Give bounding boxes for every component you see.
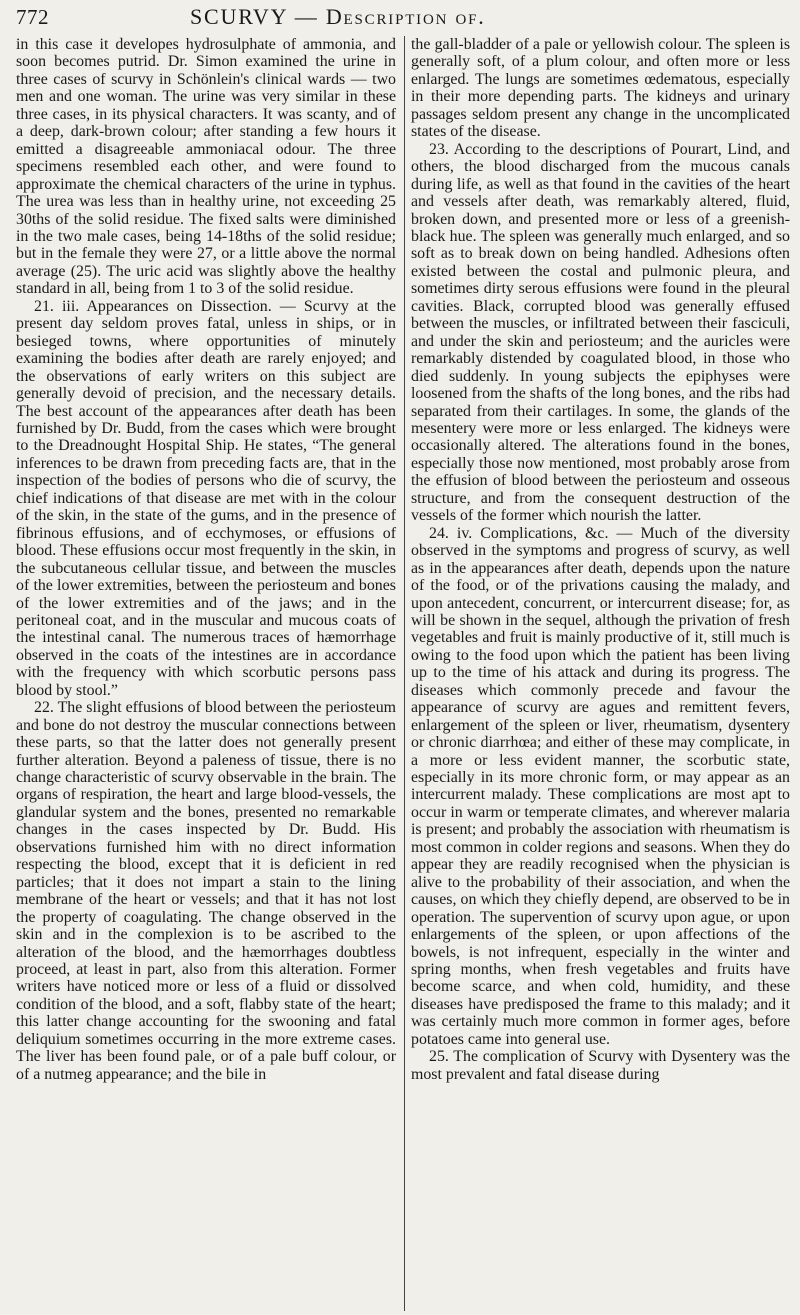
- text-columns: [16, 36, 790, 1311]
- page-number: 772: [16, 5, 49, 29]
- page-header: [16, 4, 784, 34]
- paragraph: in this case it developes hydrosulphate of ammonia, and soon becomes putrid. Dr. Simon examined the urine in three cases of scurvy in Schönlein's clinical wards — two men and one woman. The urine was very similar in these three cases, in its physical characters. It was scanty, and of a deep, dark-brown colour; after standing a few hours it emitted a disagreeable ammoniacal odour. The three specimens resembled each other, and were found to approximate the chemical characters of the urine in typhus. The urea was less than in healthy urine, not exceeding 25 30ths of the solid residue. The fixed salts were diminished in the two male cases, being 14-18ths of the solid residue; but in the female they were 27, or a little above the normal average (25). The uric acid was slightly above the healthy standard in all, being from 1 to 3 of the solid residue.: [16, 36, 396, 298]
- right-column: [411, 36, 790, 1311]
- paragraph: 25. The complication of Scurvy with Dysentery was the most prevalent and fatal disease during: [411, 1048, 790, 1083]
- running-head: SCURVY — Description of.: [190, 4, 486, 29]
- paragraph: 22. The slight effusions of blood between the periosteum and bone do not destroy the muscular connections between these parts, so that the latter does not generally present further alteration. Beyond a paleness of tissue, there is no change characteristic of scurvy observable in the brain. The organs of respiration, the heart and large blood-vessels, the glandular system and the bones, presented no remarkable changes in the cases inspected by Dr. Budd. His observations furnished him with no direct information respecting the blood, except that it is deficient in red particles; that it does not impart a stain to the lining membrane of the heart or vessels; and that it has not lost the property of coagulating. The change observed in the skin and in the complexion is to be ascribed to the alteration of the blood, and the hæmorrhages doubtless proceed, at least in part, also from this alteration. Former writers have noticed more or less of a fluid or dissolved condition of the blood, and a soft, flabby state of the heart; this latter change accounting for the swooning and fatal deliquium sometimes occurring in the more extreme cases. The liver has been found pale, or of a pale buff colour, or of a nutmeg appearance; and the bile in: [16, 699, 396, 1083]
- left-column: [16, 36, 405, 1311]
- paragraph: 23. According to the descriptions of Pourart, Lind, and others, the blood discharged from the mucous canals during life, as well as that found in the cavities of the heart and vessels after death, was remarkably altered, fluid, broken down, and presented more or less of a greenish-black hue. The spleen was generally much enlarged, and so soft as to break down on being handled. Adhesions often existed between the costal and pulmonic pleura, and sometimes dirty serous effusions were found in the pleural cavities. Black, corrupted blood was generally effused between the muscles, or infiltrated between their fasciculi, and under the skin and periosteum; and the auricles were remarkably distended by coagulated blood, in those who died suddenly. In young subjects the epiphyses were loosened from the shafts of the long bones, and the ribs had separated from their cartilages. In some, the glands of the mesentery were more or less enlarged. The kidneys were occasionally altered. The alterations found in the bones, especially those now mentioned, most probably arose from the effusion of blood between the periosteum and osseous structure, and from the consequent destruction of the vessels of the former which nourish the latter.: [411, 140, 790, 525]
- paragraph: the gall-bladder of a pale or yellowish colour. The spleen is generally soft, of a plum colour, and often more or less enlarged. The lungs are sometimes œdematous, especially in their more depending parts. The kidneys and urinary passages seldom present any change in the uncomplicated states of the disease.: [411, 36, 790, 141]
- paragraph: 24. iv. Complications, &c. — Much of the diversity observed in the symptoms and progress of scurvy, as well as in the appearances after death, depends upon the nature of the food, or of the privations causing the malady, and upon antecedent, concurrent, or intercurrent disease; for, as will be shown in the sequel, although the privation of fresh vegetables and fruit is mainly productive of it, still much is owing to the food upon which the patient has been living up to the time of his attack and during its progress. The diseases which commonly precede and favour the appearance of scurvy are agues and remittent fevers, enlargement of the spleen or liver, rheumatism, dysentery or chronic diarrhœa; and either of these may complicate, in a more or less evident manner, the scorbutic state, especially in its more chronic form, or may appear as an intercurrent malady. These complications are most apt to occur in warm or temperate climates, and wherever malaria is present; and probably the association with rheumatism is most common in colder regions and seasons. When they do appear they are readily recognised when the physician is alive to the probability of their association, and when the causes, on which they chiefly depend, are observed to be in operation. The supervention of scurvy upon ague, or upon enlargements of the spleen, or upon affections of the bowels, is not infrequent, especially in the winter and spring months, when fresh vegetables and fruits have become scarce, and when cold, humidity, and these diseases have predisposed the frame to this malady; and it was certainly much more common in former ages, before potatoes came into general use.: [411, 524, 790, 1048]
- paragraph: 21. iii. Appearances on Dissection. — Scurvy at the present day seldom proves fatal, unless in ships, or in besieged towns, where opportunities of minutely examining the bodies after death are rarely enjoyed; and the observations of early writers on this subject are generally devoid of precision, and the necessary details. The best account of the appearances after death has been furnished by Dr. Budd, from the cases which were brought to the Dreadnought Hospital Ship. He states, “The general inferences to be drawn from preceding facts are, that in the inspection of the bodies of persons who die of scurvy, the chief indications of that disease are met with in the colour of the skin, in the state of the gums, and in the presence of fibrinous effusions, and of ecchymoses, or effusions of blood. These effusions occur most frequently in the skin, in the subcutaneous cellular tissue, and between the muscles of the lower extremities, between the periosteum and bones of the lower extremities and of the jaws; and in the peritoneal coat, and in the muscular and mucous coats of the intestinal canal. The numerous traces of hæmorrhage observed in the coats of the intestines are in accordance with the frequency with which scorbutic persons pass blood by stool.”: [16, 297, 396, 699]
